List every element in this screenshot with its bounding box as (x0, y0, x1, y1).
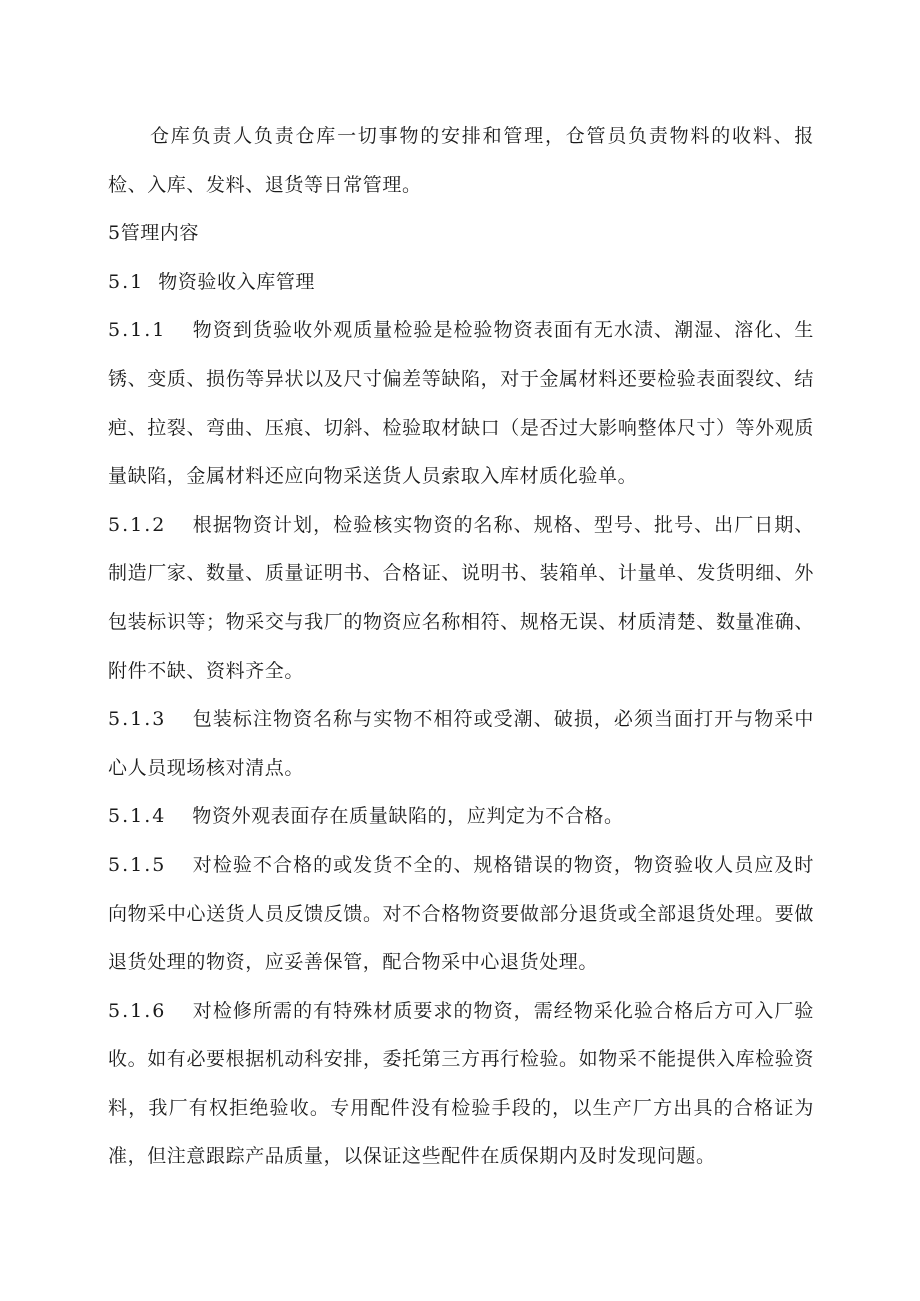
clause-text: 根据物资计划，检验核实物资的名称、规格、型号、批号、出厂日期、制造厂家、数量、质量证明书、合格证、说明书、装箱单、计量单、发货明细、外包装标识等；物采交与我厂的物资应名称相符、规格无误、材质清楚、数量准确、附件不缺、资料齐全。 (108, 513, 814, 682)
intro-paragraph: 仓库负责人负责仓库一切事物的安排和管理，仓管员负责物料的收料、报检、入库、发料、退货等日常管理。 (108, 125, 814, 196)
clause-number: 5.1.2 (108, 513, 167, 536)
clause-5-1-2 (108, 501, 814, 695)
clause-text: 物资到货验收外观质量检验是检验物资表面有无水渍、潮湿、溶化、生锈、变质、损伤等异状以及尺寸偏差等缺陷，对于金属材料还要检验表面裂纹、结疤、拉裂、弯曲、压痕、切斜、检验取材缺口（是否过大影响整体尺寸）等外观质量缺陷，金属材料还应向物采送货人员索取入库材质化验单。 (108, 319, 814, 488)
clause-text: 物资外观表面存在质量缺陷的，应判定为不合格。 (192, 805, 624, 828)
clause-5-1-4 (108, 792, 814, 841)
clause-5-1-1 (108, 306, 814, 500)
clause-number: 5.1.5 (108, 853, 167, 876)
section-5-1-number: 5.1 (108, 270, 145, 293)
section-5-1-title: 物资验收入库管理 (158, 270, 316, 293)
clause-number: 5.1.6 (108, 999, 167, 1022)
clause-5-1-6 (108, 987, 814, 1181)
clause-5-1-3 (108, 695, 814, 792)
clause-number: 5.1.4 (108, 805, 167, 828)
document-body (108, 112, 814, 1181)
clause-5-1-5 (108, 841, 814, 987)
clause-text: 对检修所需的有特殊材质要求的物资，需经物采化验合格后方可入厂验收。如有必要根据机动科安排，委托第三方再行检验。如物采不能提供入库检验资料，我厂有权拒绝验收。专用配件没有检验手段的，以生产厂方出具的合格证为准，但注意跟踪产品质量，以保证这些配件在质保期内及时发现问题。 (108, 999, 814, 1168)
section-5-heading: 5管理内容 (108, 222, 200, 245)
clause-number: 5.1.1 (108, 319, 167, 342)
clause-number: 5.1.3 (108, 708, 167, 731)
clause-text: 包装标注物资名称与实物不相符或受潮、破损，必须当面打开与物采中心人员现场核对清点。 (108, 708, 814, 779)
section-5-1-heading (108, 258, 814, 307)
clause-text: 对检验不合格的或发货不全的、规格错误的物资，物资验收人员应及时向物采中心送货人员反馈反馈。对不合格物资要做部分退货或全部退货处理。要做退货处理的物资，应妥善保管，配合物采中心退货处理。 (108, 853, 814, 974)
